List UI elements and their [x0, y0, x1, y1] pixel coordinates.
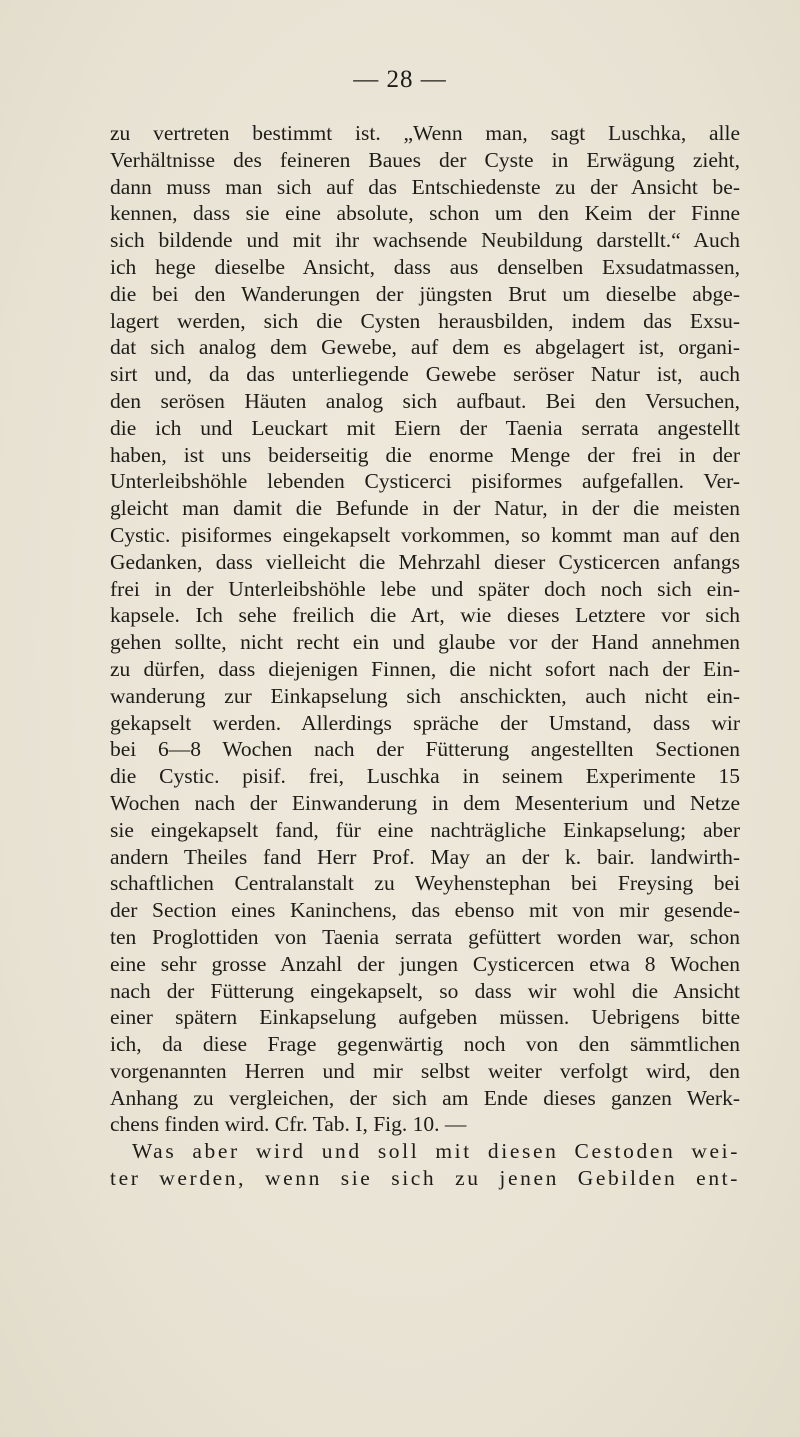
- page-number: — 28 —: [353, 66, 447, 93]
- text-line: die ich und Leuckart mit Eiern der Taenia serrata angestellt: [110, 415, 740, 440]
- text-line: dann muss man sich auf das Entschiedenste zu der Ansicht be-: [110, 174, 740, 199]
- text-line: Anhang zu vergleichen, der sich am Ende dieses ganzen Werk-: [110, 1085, 740, 1110]
- text-line: die Cystic. pisif. frei, Luschka in seinem Experimente 15: [110, 764, 740, 789]
- text-line: nach der Fütterung eingekapselt, so dass wir wohl die Ansicht: [110, 978, 740, 1003]
- text-line: gekapselt werden. Allerdings spräche der Umstand, dass wir: [110, 710, 740, 735]
- text-line: sirt und, da das unterliegende Gewebe seröser Natur ist, auch: [110, 362, 740, 387]
- text-line: einer spätern Einkapselung aufgeben müssen. Uebrigens bitte: [110, 1005, 740, 1030]
- text-line: Wochen nach der Einwanderung in dem Mesenterium und Netze: [110, 790, 740, 815]
- text-line: ich, da diese Frage gegenwärtig noch von den sämmtlichen: [110, 1032, 740, 1057]
- text-line: frei in der Unterleibshöhle lebe und später doch noch sich ein-: [110, 576, 740, 601]
- text-line: dat sich analog dem Gewebe, auf dem es abgelagert ist, organi-: [110, 335, 740, 360]
- text-line: Was aber wird und soll mit diesen Cestoden wei-: [132, 1139, 740, 1164]
- text-line: gleicht man damit die Befunde in der Natur, in der die meisten: [110, 496, 740, 521]
- text-line: schaftlichen Centralanstalt zu Weyhenstephan bei Freysing bei: [110, 871, 740, 896]
- text-line: chens finden wird. Cfr. Tab. I, Fig. 10. —: [110, 1112, 467, 1137]
- text-line: Verhältnisse des feineren Baues der Cyste in Erwägung zieht,: [110, 147, 740, 172]
- text-line: sie eingekapselt fand, für eine nachträgliche Einkapselung; aber: [110, 817, 740, 842]
- text-line: die bei den Wanderungen der jüngsten Brut um dieselbe abge-: [110, 281, 740, 306]
- text-line: gehen sollte, nicht recht ein und glaube vor der Hand annehmen: [110, 630, 740, 655]
- text-line: lagert werden, sich die Cysten herausbilden, indem das Exsu-: [110, 308, 740, 333]
- body-text: [110, 120, 740, 1192]
- text-line: kennen, dass sie eine absolute, schon um den Keim der Finne: [110, 201, 740, 226]
- text-line: kapsele. Ich sehe freilich die Art, wie dieses Letztere vor sich: [110, 603, 740, 628]
- text-line: Cystic. pisiformes eingekapselt vorkommen, so kommt man auf den: [110, 522, 740, 547]
- text-line: zu dürfen, dass diejenigen Finnen, die nicht sofort nach der Ein-: [110, 656, 740, 681]
- text-line: bei 6—8 Wochen nach der Fütterung angestellten Sectionen: [110, 737, 740, 762]
- text-line: zu vertreten bestimmt ist. „Wenn man, sagt Luschka, alle: [110, 121, 740, 145]
- text-line: ter werden, wenn sie sich zu jenen Gebilden ent-: [110, 1166, 740, 1191]
- text-line: ten Proglottiden von Taenia serrata gefüttert worden war, schon: [110, 924, 740, 949]
- text-line: ich hege dieselbe Ansicht, dass aus denselben Exsudatmassen,: [110, 254, 740, 279]
- text-line: Unterleibshöhle lebenden Cysticerci pisiformes aufgefallen. Ver-: [110, 469, 740, 494]
- text-line: sich bildende und mit ihr wachsende Neubildung darstellt.“ Auch: [110, 228, 740, 253]
- text-line: haben, ist uns beiderseitig die enorme Menge der frei in der: [110, 442, 740, 467]
- text-line: vorgenannten Herren und mir selbst weiter verfolgt wird, den: [110, 1058, 740, 1083]
- text-line: den serösen Häuten analog sich aufbaut. Bei den Versuchen,: [110, 388, 740, 413]
- text-line: wanderung zur Einkapselung sich anschickten, auch nicht ein-: [110, 683, 740, 708]
- text-line: eine sehr grosse Anzahl der jungen Cysticercen etwa 8 Wochen: [110, 951, 740, 976]
- text-line: der Section eines Kaninchens, das ebenso mit von mir gesende-: [110, 898, 740, 923]
- text-line: andern Theiles fand Herr Prof. May an der k. bair. landwirth-: [110, 844, 740, 869]
- text-line: Gedanken, dass vielleicht die Mehrzahl dieser Cysticercen anfangs: [110, 549, 740, 574]
